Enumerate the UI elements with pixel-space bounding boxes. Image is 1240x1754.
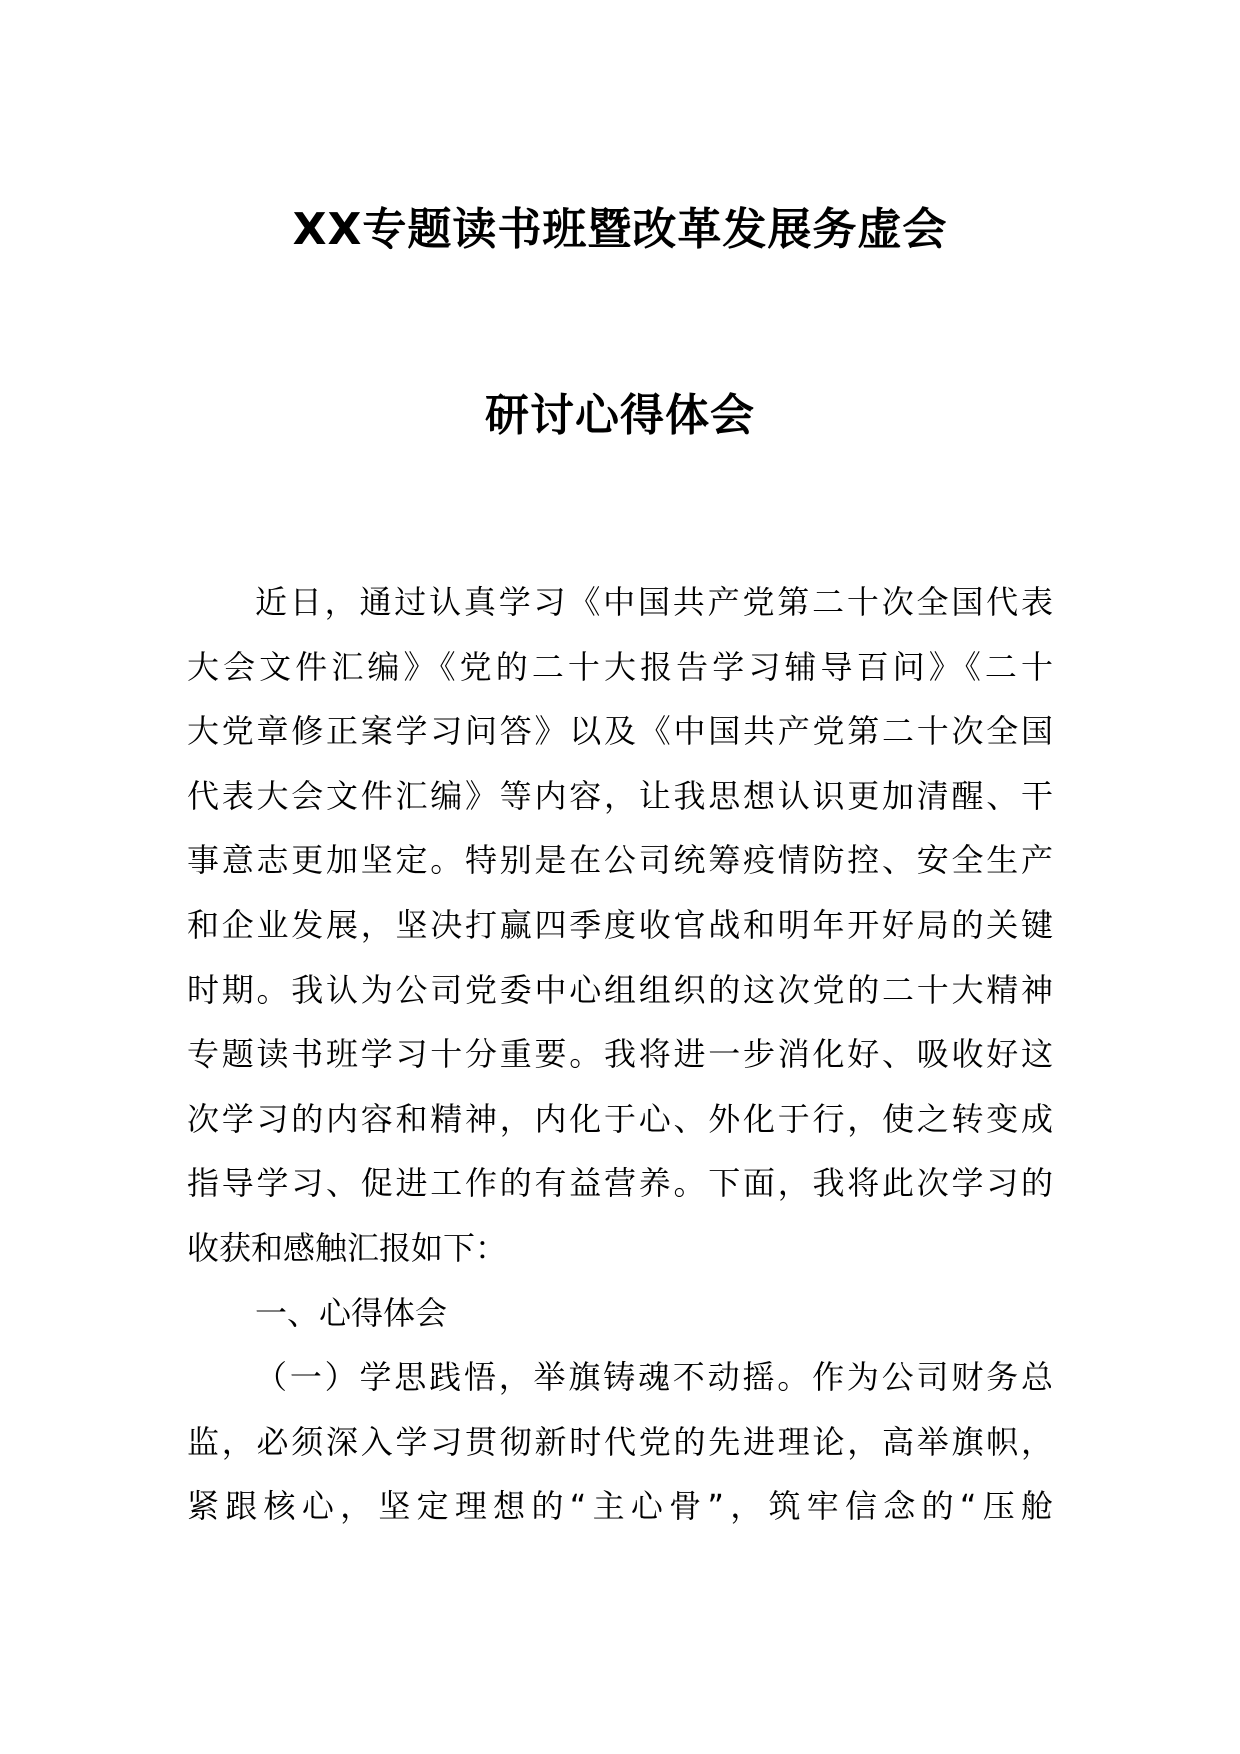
paragraph-line: 指导学习、促进工作的有益营养。下面，我将此次学习的 (187, 1164, 1053, 1203)
document-body (187, 570, 1053, 1539)
document-title: XX专题读书班暨改革发展务虚会 (292, 204, 948, 255)
paragraph-line: 收获和感触汇报如下： (187, 1228, 508, 1267)
paragraph-line: （一）学思践悟，举旗铸魂不动摇。作为公司财务总 (255, 1358, 1053, 1397)
section-heading: 一、心得体会 (255, 1293, 448, 1332)
paragraph-line: 次学习的内容和精神，内化于心、外化于行，使之转变成 (187, 1099, 1053, 1138)
paragraph-line: 代表大会文件汇编》等内容，让我思想认识更加清醒、干 (187, 776, 1053, 815)
paragraph-line: 和企业发展，坚决打赢四季度收官战和明年开好局的关键 (187, 905, 1053, 944)
paragraph-line: 紧跟核心，坚定理想的“主心骨”，筑牢信念的“压舱 (187, 1487, 1053, 1526)
document-subtitle: 研讨心得体会 (485, 390, 755, 441)
paragraph-line: 时期。我认为公司党委中心组组织的这次党的二十大精神 (187, 970, 1053, 1009)
paragraph-line: 近日，通过认真学习《中国共产党第二十次全国代表 (255, 583, 1053, 621)
paragraph-line: 专题读书班学习十分重要。我将进一步消化好、吸收好这 (187, 1035, 1053, 1074)
paragraph-line: 事意志更加坚定。特别是在公司统筹疫情防控、安全生产 (187, 841, 1053, 880)
paragraph-line: 大会文件汇编》《党的二十大报告学习辅导百问》《二十 (187, 647, 1053, 686)
paragraph-line: 大党章修正案学习问答》以及《中国共产党第二十次全国 (187, 712, 1053, 751)
paragraph-line: 监，必须深入学习贯彻新时代党的先进理论，高举旗帜， (187, 1422, 1053, 1461)
